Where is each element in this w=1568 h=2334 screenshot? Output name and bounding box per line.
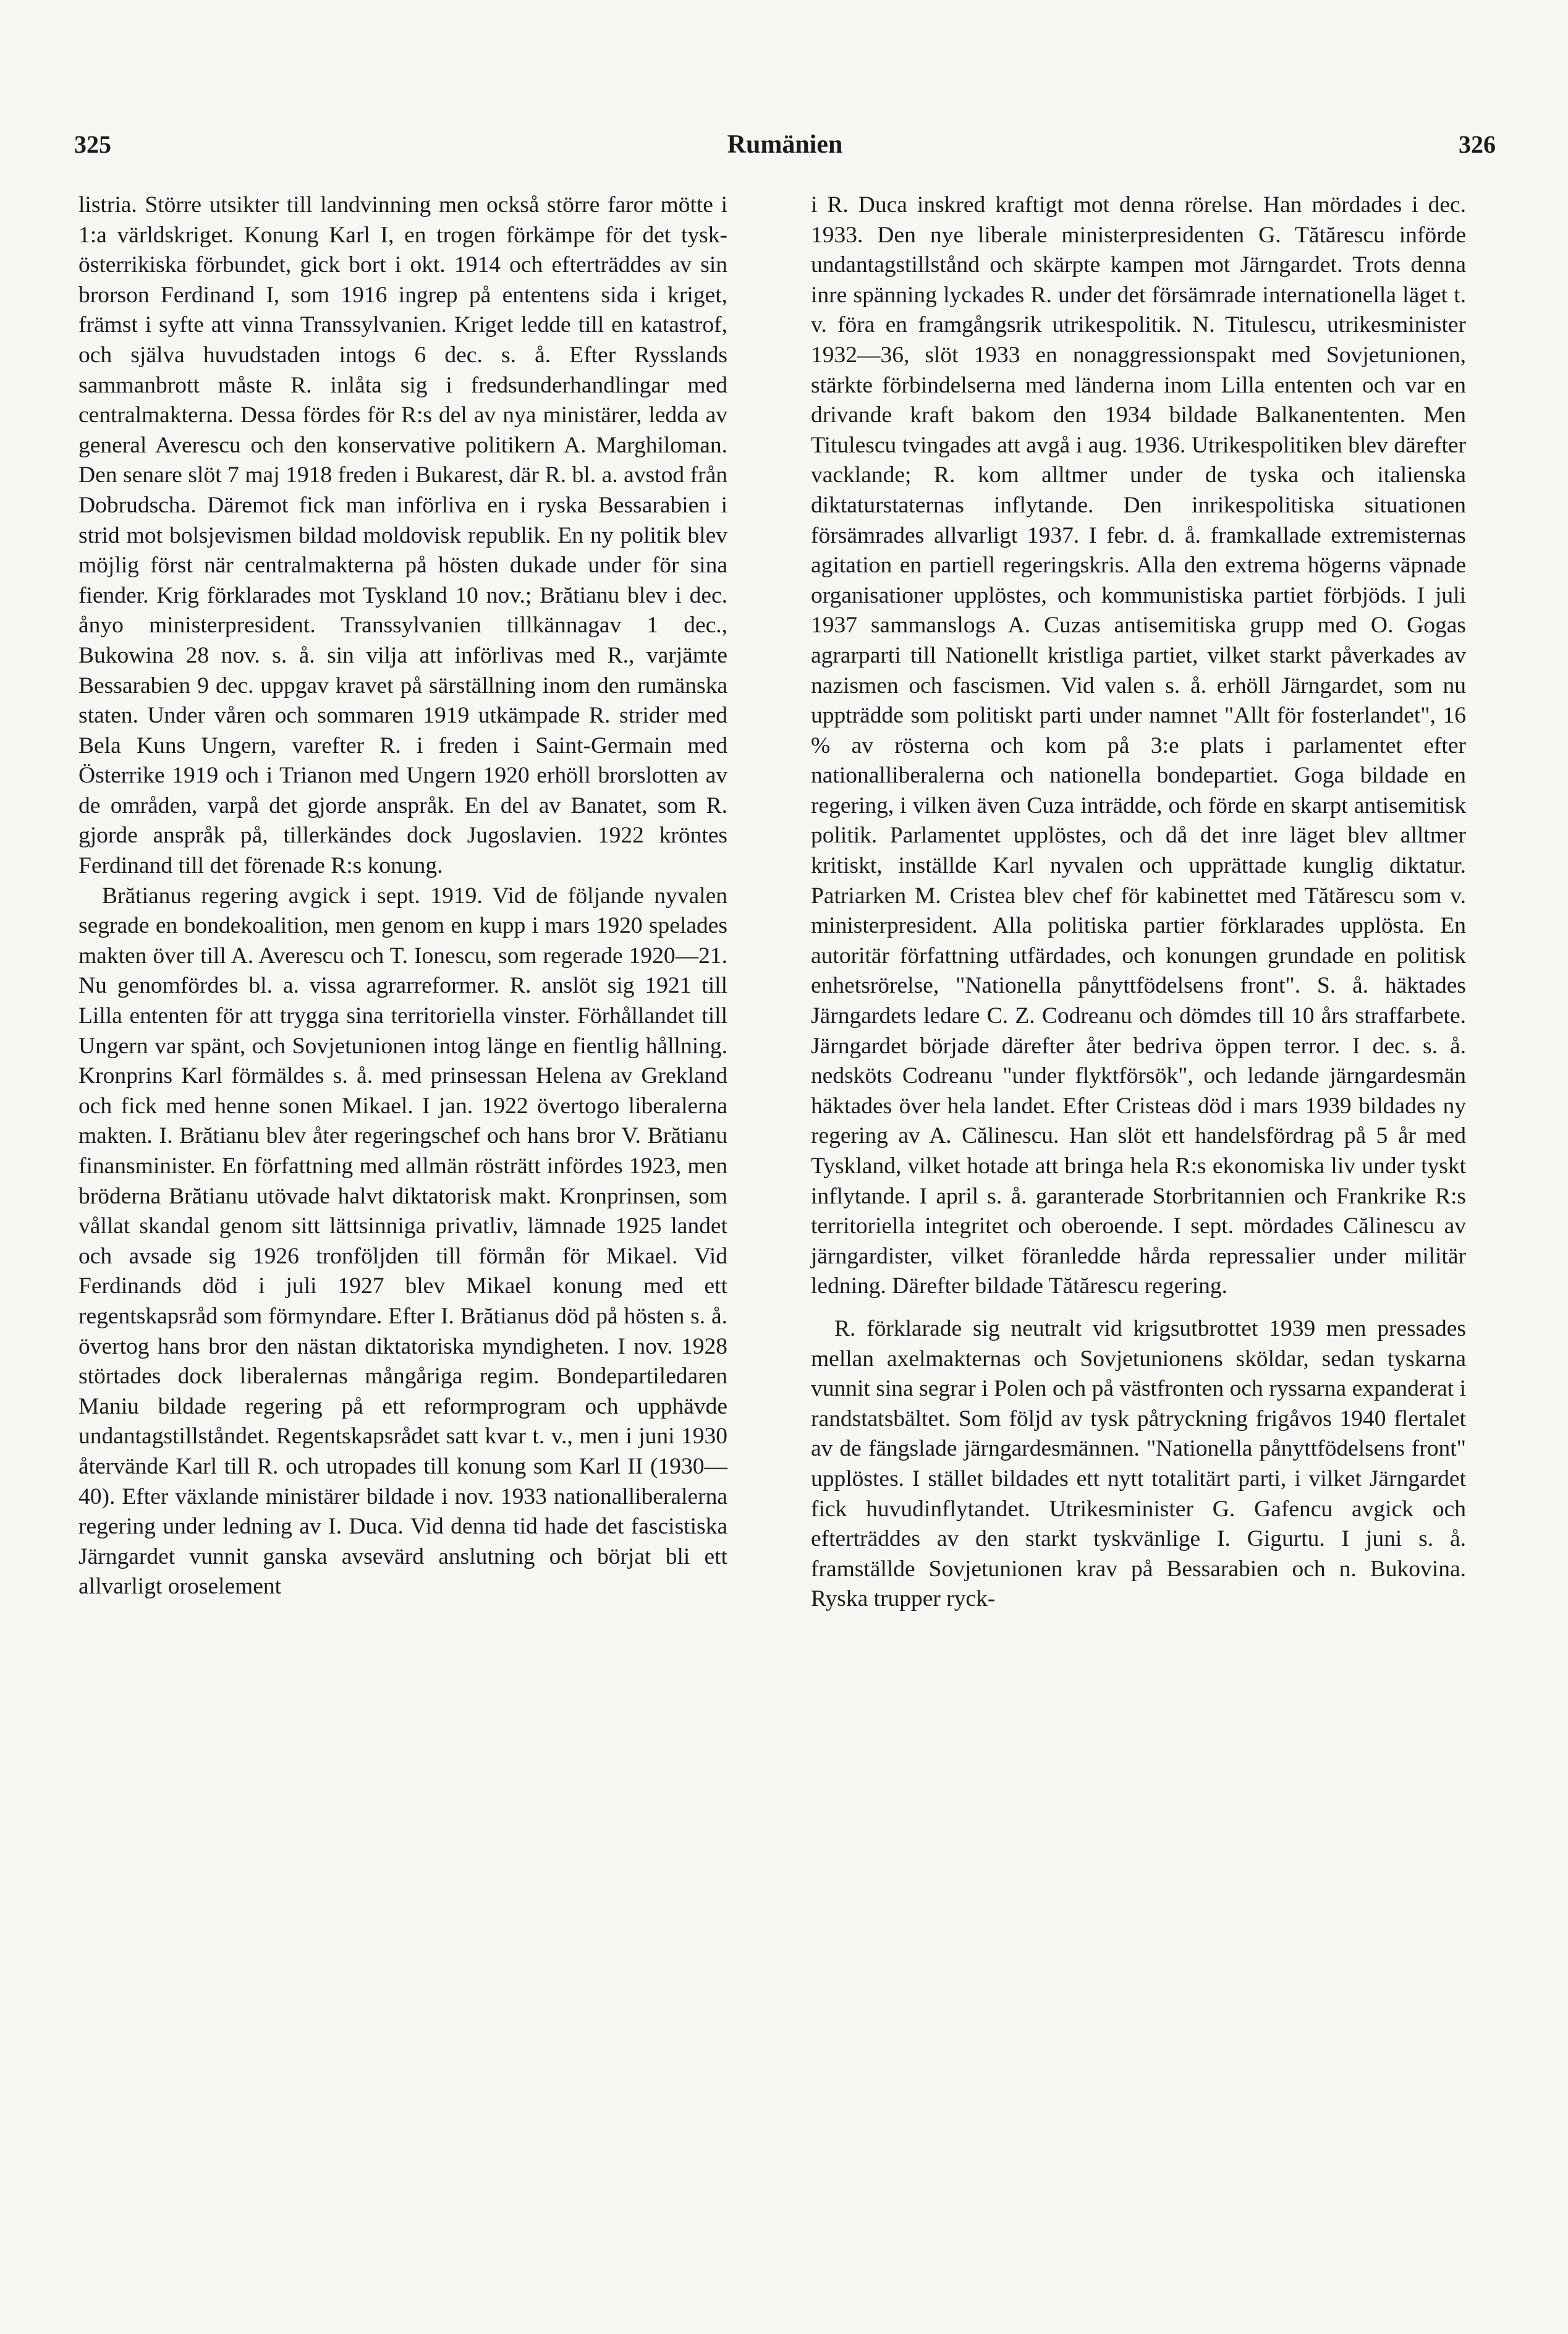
running-title: Rumänien xyxy=(727,130,843,159)
left-paragraph-2: Brătianus regering avgick i sept. 1919. Vid de följande nyvalen segrade en bondekoalition, men genom en kupp i mars 1920 spelades makten över till A. Averescu och T. Ionescu, som regerade 1920—21. Nu genomfördes bl. a. vissa agrarreformer. R. anslöt sig 1921 till Lilla ententen för att trygga sina territoriella vinster. Förhållandet till Ungern var spänt, och Sovjetunionen intog länge en fientlig hållning. Kronprins Karl förmäldes s. å. med prinsessan Helena av Grekland och fick med henne sonen Mikael. I jan. 1922 övertogo liberalerna makten. I. Brătianu blev åter regeringschef och hans bror V. Brătianu finansminister. En författning med allmän rösträtt infördes 1923, men bröderna Brătianu utövade halvt diktatorisk makt. Kronprinsen, som vållat skandal genom sitt lättsinniga privatliv, lämnade 1925 landet och avsade sig 1926 tronföljden till förmån för Mikael. Vid Ferdinands död i juli 1927 blev Mikael konung med ett regentskapsråd som förmyndare. Efter I. Brătianus död på hösten s. å. övertog hans bror den nästan diktatoriska myndigheten. I nov. 1928 störtades dock liberalernas mångåriga regim. Bondepartiledaren Maniu bildade regering på ett reformprogram och upphävde undantagstillståndet. Regentskapsrådet satt kvar t. v., men i juni 1930 återvände Karl till R. och utropades till konung som Karl II (1930—40). Efter växlande ministärer bildade i nov. 1933 nationalliberalerna regering under ledning av I. Duca. Vid denna tid hade det fascistiska Järngardet vunnit ganska avsevärd anslutning och börjat bli ett allvarligt oroselement xyxy=(78,883,727,1600)
right-paragraph-2: R. förklarade sig neutralt vid krigsutbrottet 1939 men pressades mellan axelmakternas och Sovjetunionens sköldar, sedan tyskarna vunnit sina segrar i Polen och på västfronten och ryssarna expanderat i randstatsbältet. Som följd av tysk påtryckning frigåvos 1940 flertalet av de fängslade järngardesmännen. "Nationella pånyttfödelsens front" upplöstes. I stället bildades ett nytt totalitärt parti, i vilket Järngardet fick huvudinflytandet. Utrikesminister G. Gafencu avgick och efterträddes av den starkt tyskvänlige I. Gigurtu. I juni s. å. framställde Sovjetunionen krav på Bessarabien och n. Bukovina. Ryska trupper ryck- xyxy=(811,1315,1466,1612)
left-paragraph-1: listria. Större utsikter till landvinning men också större faror mötte i 1:a världskriget. Konung Karl I, en trogen förkämpe för det tysk-österrikiska förbundet, gick bort i okt. 1914 och efterträddes av sin brorson Ferdinand I, som 1916 ingrep på ententens sida i kriget, främst i syfte att vinna Transsylvanien. Kriget ledde till en katastrof, och själva huvudstaden intogs 6 dec. s. å. Efter Rysslands sammanbrott måste R. inlåta sig i fredsunderhandlingar med centralmakterna. Dessa fördes för R:s del av nya ministärer, ledda av general Averescu och den konservative politikern A. Marghiloman. Den senare slöt 7 maj 1918 freden i Bukarest, där R. bl. a. avstod från Dobrudscha. Däremot fick man införliva en i ryska Bessarabien i strid mot bolsjevismen bildad moldovisk republik. En ny politik blev möjlig först när centralmakterna på hösten dukade under för sina fiender. Krig förklarades mot Tyskland 10 nov.; Brătianu blev i dec. ånyo ministerpresident. Transsylvanien tillkännagav 1 dec., Bukowina 28 nov. s. å. sin vilja att införlivas med R., varjämte Bessarabien 9 dec. uppgav kravet på särställning inom den rumänska staten. Under våren och sommaren 1919 utkämpade R. strider med Bela Kuns Ungern, varefter R. i freden i Saint-Germain med Österrike 1919 och i Trianon med Ungern 1920 erhöll brorslotten av de områden, varpå det gjorde anspråk. En del av Banatet, som R. gjorde anspråk på, tillerkändes dock Jugoslavien. 1922 kröntes Ferdinand till det förenade R:s konung. xyxy=(78,192,727,879)
page-number-left: 325 xyxy=(74,130,111,158)
page-number-right: 326 xyxy=(1459,130,1496,158)
left-column xyxy=(78,190,727,1602)
page-header xyxy=(74,130,1496,173)
right-paragraph-1: i R. Duca inskred kraftigt mot denna rörelse. Han mördades i dec. 1933. Den nye liberale ministerpresidenten G. Tătărescu införde undantagstillstånd och skärpte kampen mot Järngardet. Trots denna inre spänning lyckades R. under det försämrade internationella läget t. v. föra en framgångsrik utrikespolitik. N. Titulescu, utrikesminister 1932—36, slöt 1933 en nonaggressionspakt med Sovjetunionen, stärkte förbindelserna med länderna inom Lilla ententen och var en drivande kraft bakom den 1934 bildade Balkanententen. Men Titulescu tvingades att avgå i aug. 1936. Utrikespolitiken blev därefter vacklande; R. kom alltmer under de tyska och italienska diktaturstaternas inflytande. Den inrikespolitiska situationen försämrades allvarligt 1937. I febr. d. å. framkallade extremisternas agitation en partiell regeringskris. Alla den extrema högerns väpnade organisationer upplöstes, och kommunistiska partiet förbjöds. I juli 1937 sammanslogs A. Cuzas antisemitiska grupp med O. Gogas agrarparti till Nationellt kristliga partiet, vilket starkt påverkades av nazismen och fascismen. Vid valen s. å. erhöll Järngardet, som nu uppträdde som politiskt parti under namnet "Allt för fosterlandet", 16 % av rösterna och kom på 3:e plats i parlamentet efter nationalliberalerna och nationella bondepartiet. Goga bildade en regering, i vilken även Cuza inträdde, och förde en skarpt antisemitisk politik. Parlamentet upplöstes, och då det inre läget blev alltmer kritiskt, inställde Karl nyvalen och upprättade kunglig diktatur. Patriarken M. Cristea blev chef för kabinettet med Tătărescu som v. ministerpresident. Alla politiska partier förklarades upplösta. En autoritär författning utfärdades, och konungen grundade en politisk enhetsrörelse, "Nationella pånyttfödelsens front". S. å. häktades Järngardets ledare C. Z. Codreanu och dömdes till 10 års straffarbete. Järngardet började därefter åter bedriva öppen terror. I dec. s. å. nedsköts Codreanu "under flyktförsök", och ledande järngardesmän häktades över hela landet. Efter Cristeas död i mars 1939 bildades ny regering av A. Călinescu. Han slöt ett handelsfördrag på 5 år med Tyskland, vilket hotade att bringa hela R:s ekonomiska liv under tyskt inflytande. I april s. å. garanterade Storbritannien och Frankrike R:s territoriella integritet och oberoende. I sept. mördades Călinescu av järngardister, vilket föranledde hårda repressalier under militär ledning. Därefter bildade Tătărescu regering. xyxy=(811,192,1466,1299)
right-column xyxy=(811,190,1466,1615)
